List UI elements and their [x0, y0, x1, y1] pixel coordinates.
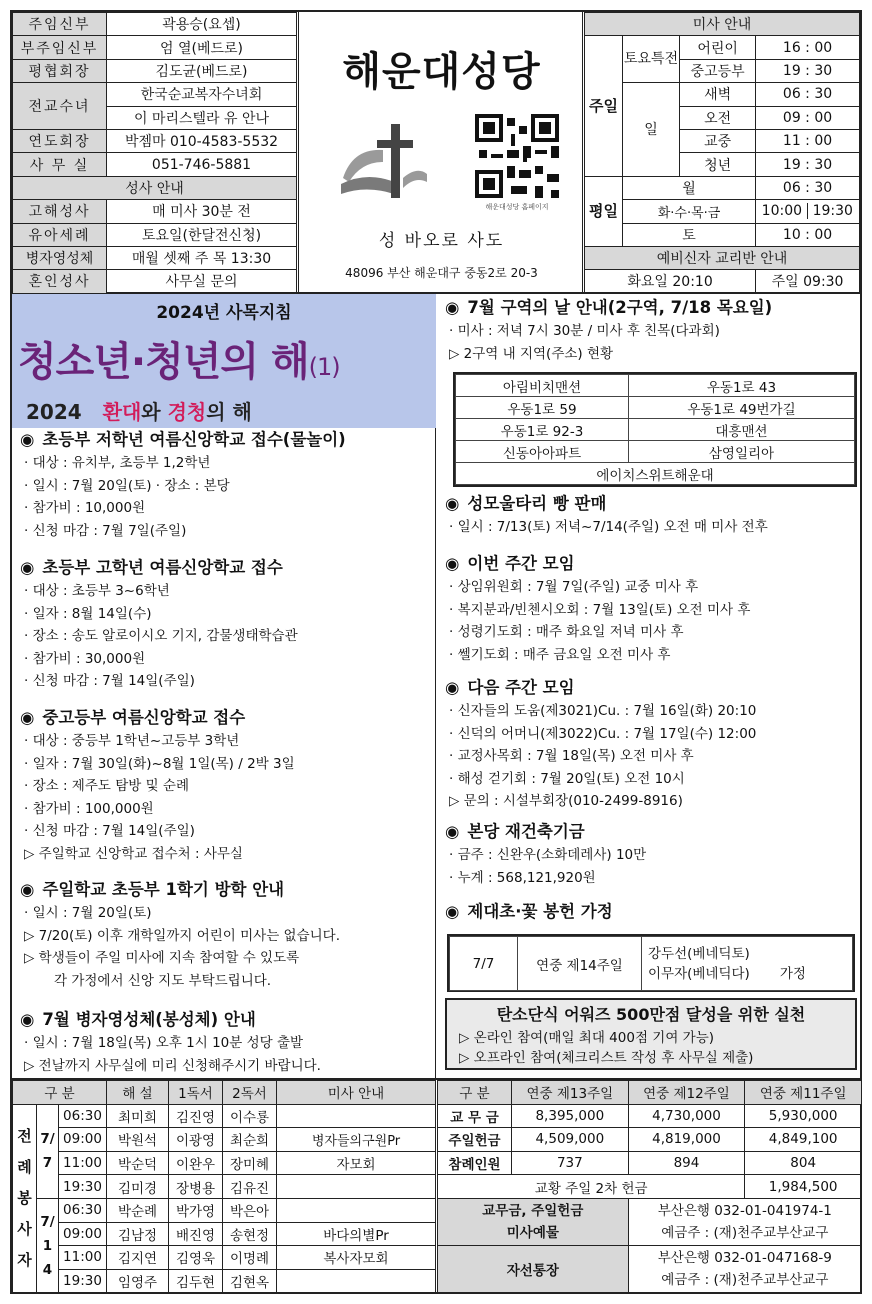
notice-line: ▷ 전날까지 사무실에 미리 신청해주시기 바랍니다. [24, 1057, 321, 1074]
target-bullet-icon: ◉ [445, 554, 460, 573]
notice-title-text: 초등부 저학년 여름신앙학교 접수(물놀이) [42, 430, 346, 449]
liturgy-header: 해 설 [107, 1081, 169, 1105]
notice-title [20, 556, 298, 580]
value-sister-order: 한국순교복자수녀회 [107, 83, 297, 106]
label-sister: 전교수녀 [13, 83, 107, 130]
notice-building-fund [445, 820, 646, 889]
account-holder: 예금주 : (재)천주교부산교구 [661, 1224, 829, 1241]
liturgy-cell [277, 1104, 436, 1128]
notice-line: · 대상 : 유치부, 초등부 1,2학년 [24, 455, 211, 471]
mass-table [584, 12, 860, 294]
liturgy-cell: 김남정 [107, 1222, 169, 1246]
account-label-line: 교무금, 주일헌금 [482, 1202, 584, 1219]
notice-line: ▷ 2구역 내 지역(주소) 현황 [449, 345, 614, 362]
finance-value: 737 [512, 1151, 629, 1175]
label-office: 사 무 실 [13, 153, 107, 176]
finance-value: 4,730,000 [628, 1104, 745, 1128]
mass-dawn-name: 새벽 [680, 83, 756, 106]
offering-suffix: 가정 [779, 965, 806, 982]
mass-main-time: 11 : 00 [756, 129, 860, 152]
area-cell: 신동아아파트 [456, 441, 629, 463]
notice-title [445, 900, 613, 924]
carbon-fast-box [445, 998, 857, 1070]
liturgy-header: 구 분 [13, 1081, 107, 1105]
account-info-tithe [628, 1198, 861, 1245]
area-cell: 우동1로 59 [456, 397, 629, 419]
notice-line: · 미사 : 저녁 7시 30분 / 미사 후 친목(다과회) [449, 323, 720, 339]
offering-name: 이무자(베네딕다) [648, 965, 750, 982]
altar-offering-table [447, 934, 855, 992]
account-label-line: 미사예물 [506, 1224, 559, 1241]
liturgy-time: 19:30 [59, 1175, 107, 1199]
notice-bread-sale [445, 492, 768, 539]
notice-title-text: 제대초·꽃 봉헌 가정 [467, 902, 613, 921]
special-collection-value: 1,984,500 [745, 1175, 862, 1199]
target-bullet-icon: ◉ [20, 430, 35, 449]
value-office: 051-746-5881 [107, 153, 297, 176]
liturgy-time: 09:00 [59, 1128, 107, 1152]
notices-area [10, 294, 862, 1080]
notice-line: · 일시 : 7/13(토) 저녁~7/14(주일) 오전 매 미사 전후 [449, 519, 768, 535]
notice-line: · 대상 : 중등부 1학년~고등부 3학년 [24, 733, 240, 749]
finance-value: 804 [745, 1151, 862, 1175]
offering-date: 7/7 [450, 937, 518, 991]
liturgy-time: 06:30 [59, 1198, 107, 1222]
finance-header: 연중 제12주일 [628, 1081, 745, 1105]
area-cell: 아림비치맨션 [456, 375, 629, 397]
notice-line: · 일시 : 7월 20일(토) [24, 905, 152, 921]
notice-line: · 참가비 : 100,000원 [24, 800, 154, 817]
value-sister-names: 이 마리스텔라 유 안나 [107, 106, 297, 129]
liturgy-time: 11:00 [59, 1151, 107, 1175]
notice-title [20, 1008, 321, 1032]
account-holder: 예금주 : (재)천주교부산교구 [661, 1271, 829, 1288]
notice-line: · 신청 마감 : 7월 14일(주일) [24, 673, 195, 690]
mass-main-name: 교중 [680, 129, 756, 152]
notice-line: · 참가비 : 30,000원 [24, 650, 146, 667]
church-name: 해운대성당 [342, 49, 541, 95]
mass-youth-time: 19 : 30 [756, 59, 860, 82]
notice-line: · 성령기도회 : 매주 화요일 저녁 미사 후 [449, 624, 684, 641]
target-bullet-icon: ◉ [445, 902, 460, 921]
bottom-area [10, 1080, 862, 1294]
notice-title-text: 이번 주간 모임 [467, 554, 575, 573]
sunday-label: 주일 [585, 36, 623, 176]
banner-year: 2024년 사목지침 [156, 303, 292, 323]
liturgy-cell: 장병용 [169, 1175, 223, 1199]
liturgy-cell: 김진영 [169, 1104, 223, 1128]
notice-line: · 신자들의 도움(제3021)Cu. : 7월 16일(화) 20:10 [449, 703, 757, 719]
target-bullet-icon: ◉ [20, 708, 35, 727]
weekday-tue-fri-times [756, 200, 860, 223]
target-bullet-icon: ◉ [445, 822, 460, 841]
liturgy-header: 미사 안내 [277, 1081, 436, 1105]
finance-value: 8,395,000 [512, 1104, 629, 1128]
liturgy-cell: 박가영 [169, 1198, 223, 1222]
sacrament-title: 성사 안내 [13, 176, 297, 199]
label-assistant-pastor: 부주임신부 [13, 36, 107, 59]
liturgy-side-label: 전례봉사자 [13, 1104, 37, 1293]
liturgy-time: 11:00 [59, 1246, 107, 1270]
finance-header: 연중 제11주일 [745, 1081, 862, 1105]
banner-subtitle [26, 396, 436, 425]
notice-altar-offering [445, 900, 613, 924]
banner-title-main: 청소년·청년의 해 [18, 339, 309, 385]
target-bullet-icon: ◉ [20, 558, 35, 577]
church-address: 48096 부산 해운대구 중동2로 20-3 [345, 266, 538, 280]
label-pastor: 주임신부 [13, 13, 107, 36]
liturgy-cell: 복사자모회 [277, 1246, 436, 1270]
notice-line: · 신덕의 어머니(제3022)Cu. : 7월 17일(수) 12:00 [449, 725, 757, 742]
finance-header: 구 분 [438, 1081, 512, 1105]
label-marriage: 혼인성사 [13, 270, 107, 293]
notice-title-text: 성모울타리 빵 판매 [467, 494, 607, 513]
notice-title [445, 492, 768, 516]
mass-children-time: 16 : 00 [756, 36, 860, 59]
notice-vacation [20, 878, 340, 992]
target-bullet-icon: ◉ [20, 880, 35, 899]
notice-line: 각 가정에서 신앙 지도 부탁드립니다. [54, 972, 272, 989]
liturgy-cell: 박순덕 [107, 1151, 169, 1175]
right-column [437, 294, 862, 1078]
weekday-tue-fri-time1: 10:00 [757, 203, 807, 219]
liturgy-header: 1독서 [169, 1081, 223, 1105]
finance-label: 참례인원 [438, 1151, 512, 1175]
qr-caption: 해운대성당 홈페이지 [485, 203, 549, 211]
liturgy-cell: 김유진 [223, 1175, 277, 1199]
notice-line: · 일시 : 7월 20일(토) · 장소 : 본당 [24, 477, 230, 494]
liturgy-cell: 자모회 [277, 1151, 436, 1175]
value-confession: 매 미사 30분 전 [107, 200, 297, 223]
notice-line: · 대상 : 초등부 3~6학년 [24, 583, 170, 599]
liturgy-date: 7/14 [37, 1198, 59, 1292]
notice-line: · 신청 마감 : 7월 14일(주일) [24, 823, 195, 840]
target-bullet-icon: ◉ [445, 298, 460, 317]
church-identity [298, 12, 583, 292]
finance-label: 교 무 금 [438, 1104, 512, 1128]
area-cell: 우동1로 92-3 [456, 419, 629, 441]
label-confession: 고해성사 [13, 200, 107, 223]
banner-sub-year: 2024 [26, 400, 82, 424]
mass-morning-name: 오전 [680, 106, 756, 129]
label-council-president: 평협회장 [13, 59, 107, 82]
notice-this-week-meetings [445, 552, 750, 666]
area-cell: 대흥맨션 [628, 419, 854, 441]
liturgy-cell: 이광영 [169, 1128, 223, 1152]
banner-sub-and: 와 [141, 400, 161, 424]
notice-summer-school-lower [20, 428, 346, 542]
account-bank: 부산은행 032-01-041974-1 [657, 1202, 832, 1219]
weekday-tue-fri-time2: 19:30 [812, 203, 853, 220]
liturgy-cell [277, 1198, 436, 1222]
label-yeondo: 연도회장 [13, 129, 107, 152]
offering-name-line [648, 964, 852, 984]
banner-sub-hospitality: 환대 [102, 400, 142, 424]
notice-summer-school-upper [20, 556, 298, 693]
qr-code-icon[interactable] [475, 114, 559, 198]
notice-title-text: 초등부 고학년 여름신앙학교 접수 [42, 558, 283, 577]
value-marriage: 사무실 문의 [107, 270, 297, 293]
notice-district-day [445, 296, 772, 365]
liturgy-cell [277, 1175, 436, 1199]
liturgy-time: 06:30 [59, 1104, 107, 1128]
mass-young-adult-name: 청년 [680, 153, 756, 176]
weekday-mon-name: 월 [623, 176, 756, 199]
notice-line: · 누계 : 568,121,920원 [449, 869, 596, 886]
notice-title [445, 296, 772, 320]
notice-title-text: 7월 병자영성체(봉성체) 안내 [42, 1010, 256, 1029]
finance-value: 894 [628, 1151, 745, 1175]
finance-value: 5,930,000 [745, 1104, 862, 1128]
sunday-day-label: 일 [623, 83, 680, 177]
notice-title-text: 다음 주간 모임 [467, 678, 575, 697]
account-bank: 부산은행 032-01-047168-9 [657, 1249, 832, 1266]
liturgy-cell: 박순례 [107, 1198, 169, 1222]
notice-line: · 교정사목회 : 7월 18일(목) 오전 미사 후 [449, 748, 694, 765]
account-info-charity [628, 1245, 861, 1292]
mass-young-adult-time: 19 : 30 [756, 153, 860, 176]
finance-table [437, 1080, 862, 1293]
finance-value: 4,509,000 [512, 1128, 629, 1152]
notice-title-text: 주일학교 초등부 1학기 방학 안내 [42, 880, 285, 899]
liturgy-cell: 박원석 [107, 1128, 169, 1152]
staff-table [12, 12, 297, 294]
target-bullet-icon: ◉ [445, 678, 460, 697]
notice-line: · 장소 : 송도 알로이시오 기지, 감물생태학습관 [24, 628, 298, 645]
label-infant-baptism: 유아세례 [13, 223, 107, 246]
catechumen-tuesday: 화요일 20:10 [585, 270, 756, 293]
banner-title-number: (1) [308, 353, 340, 381]
liturgy-cell: 김영욱 [169, 1246, 223, 1270]
liturgy-cell: 장미혜 [223, 1151, 277, 1175]
liturgy-time: 19:30 [59, 1269, 107, 1293]
account-label-tithe [438, 1198, 629, 1245]
liturgy-cell: 박은아 [223, 1198, 277, 1222]
liturgy-date: 7/7 [37, 1104, 59, 1198]
liturgy-cell: 김미경 [107, 1175, 169, 1199]
label-sick-communion: 병자영성체 [13, 246, 107, 269]
notice-line: · 쎌기도회 : 매주 금요일 오전 미사 후 [449, 646, 671, 663]
weekday-label: 평일 [585, 176, 623, 246]
liturgy-cell: 송현정 [223, 1222, 277, 1246]
notice-line: ▷ 주일학교 신앙학교 접수처 : 사무실 [24, 845, 243, 862]
saturday-vigil-label: 토요특전 [623, 36, 680, 83]
finance-value: 4,819,000 [628, 1128, 745, 1152]
notice-sick-communion [20, 1008, 321, 1077]
notice-line: · 상임위원회 : 7월 7일(주일) 교중 미사 후 [449, 579, 699, 595]
liturgy-time: 09:00 [59, 1222, 107, 1246]
target-bullet-icon: ◉ [445, 494, 460, 513]
notice-line: · 일시 : 7월 18일(목) 오후 1시 10분 성당 출발 [24, 1035, 304, 1051]
notice-summer-school-youth [20, 706, 295, 866]
carbon-line: ▷ 온라인 참여(매일 최대 400점 기여 가능) [459, 1030, 715, 1046]
area-cell: 삼영일리아 [628, 441, 854, 463]
notice-line: ▷ 7/20(토) 이후 개학일까지 어린이 미사는 없습니다. [24, 927, 341, 944]
mass-youth-name: 중고등부 [680, 59, 756, 82]
notice-line: · 금주 : 신완우(소화데레사) 10만 [449, 847, 647, 863]
weekday-mon-time: 06 : 30 [756, 176, 860, 199]
liturgy-cell: 임영주 [107, 1269, 169, 1293]
liturgy-cell: 최미희 [107, 1104, 169, 1128]
header-area [10, 10, 862, 294]
liturgy-cell: 김현옥 [223, 1269, 277, 1293]
value-yeondo: 박젬마 010-4583-5532 [107, 129, 297, 152]
liturgy-cell: 병자들의구원Pr [277, 1128, 436, 1152]
carbon-title: 탄소단식 어워즈 500만점 달성을 위한 실천 [496, 1005, 806, 1024]
value-council-president: 김도균(베드로) [107, 59, 297, 82]
offering-name: 강두선(베네딕토) [648, 945, 750, 962]
liturgy-cell: 이완우 [169, 1151, 223, 1175]
mass-dawn-time: 06 : 30 [756, 83, 860, 106]
notice-line: · 장소 : 제주도 탐방 및 순례 [24, 778, 189, 795]
target-bullet-icon: ◉ [20, 1010, 35, 1029]
notice-title [445, 820, 646, 844]
notice-title [20, 706, 295, 730]
liturgy-table [12, 1080, 436, 1293]
banner-sub-listening: 경청 [167, 400, 207, 424]
banner-title [18, 330, 438, 387]
special-collection-label: 교황 주일 2차 헌금 [438, 1175, 745, 1199]
notice-title [20, 428, 346, 452]
weekday-sat-name: 토 [623, 223, 756, 246]
notice-title [445, 676, 756, 700]
notice-title [445, 552, 750, 576]
notice-line: · 일자 : 8월 14일(수) [24, 605, 152, 622]
notice-line: ▷ 문의 : 시설부회장(010-2499-8916) [449, 793, 683, 810]
finance-value: 4,849,100 [745, 1128, 862, 1152]
mass-title: 미사 안내 [585, 13, 860, 36]
notice-title-text: 중고등부 여름신앙학교 접수 [42, 708, 246, 727]
liturgy-cell: 이수룡 [223, 1104, 277, 1128]
finance-header: 연중 제13주일 [512, 1081, 629, 1105]
notice-next-week-meetings [445, 676, 756, 813]
mass-children-name: 어린이 [680, 36, 756, 59]
notice-title-text: 7월 구역의 날 안내(2구역, 7/18 목요일) [467, 298, 773, 317]
left-column [12, 294, 436, 1078]
weekday-tue-fri-name: 화·수·목·금 [623, 200, 756, 223]
offering-family [642, 937, 853, 991]
area-cell: 우동1로 49번가길 [628, 397, 854, 419]
liturgy-cell: 이명례 [223, 1246, 277, 1270]
account-label-charity: 자선통장 [438, 1245, 629, 1292]
liturgy-cell: 배진영 [169, 1222, 223, 1246]
value-sick-communion: 매월 셋째 주 목 13:30 [107, 246, 297, 269]
value-assistant-pastor: 엄 열(베드로) [107, 36, 297, 59]
liturgy-cell: 바다의별Pr [277, 1222, 436, 1246]
area-cell: 우동1로 43 [628, 375, 854, 397]
catechumen-title: 예비신자 교리반 안내 [585, 246, 860, 269]
value-pastor: 곽용승(요셉) [107, 13, 297, 36]
notice-line: · 신청 마감 : 7월 7일(주일) [24, 522, 187, 539]
notice-title-text: 본당 재건축기금 [467, 822, 585, 841]
area-cell: 에이치스위트해운대 [456, 463, 855, 485]
liturgy-cell: 김두현 [169, 1269, 223, 1293]
church-logo-icon [339, 118, 429, 208]
liturgy-cell [277, 1269, 436, 1293]
offering-week: 연중 제14주일 [518, 937, 642, 991]
value-infant-baptism: 토요일(한달전신청) [107, 223, 297, 246]
carbon-line: ▷ 오프라인 참여(체크리스트 작성 후 사무실 제출) [459, 1050, 754, 1066]
finance-label: 주일헌금 [438, 1128, 512, 1152]
liturgy-cell: 김지연 [107, 1246, 169, 1270]
mass-morning-time: 09 : 00 [756, 106, 860, 129]
catechumen-sunday: 주일 09:30 [756, 270, 860, 293]
patron-saint: 성 바오로 사도 [378, 231, 505, 251]
liturgy-cell: 최순희 [223, 1128, 277, 1152]
notice-line: · 일자 : 7월 30일(화)~8월 1일(목) / 2박 3일 [24, 755, 295, 772]
notice-title [20, 878, 340, 902]
notice-line: · 복지분과/빈첸시오회 : 7월 13일(토) 오전 미사 후 [449, 601, 751, 618]
notice-line: · 해성 걷기회 : 7월 20일(토) 오전 10시 [449, 770, 685, 787]
notice-line: · 참가비 : 10,000원 [24, 500, 146, 517]
notice-line: ▷ 학생들이 주일 미사에 지속 참여할 수 있도록 [24, 950, 300, 967]
pastoral-banner [12, 294, 436, 428]
district-area-grid [453, 372, 857, 487]
weekday-sat-time: 10 : 00 [756, 223, 860, 246]
banner-sub-end: 의 해 [206, 400, 252, 424]
liturgy-header: 2독서 [223, 1081, 277, 1105]
